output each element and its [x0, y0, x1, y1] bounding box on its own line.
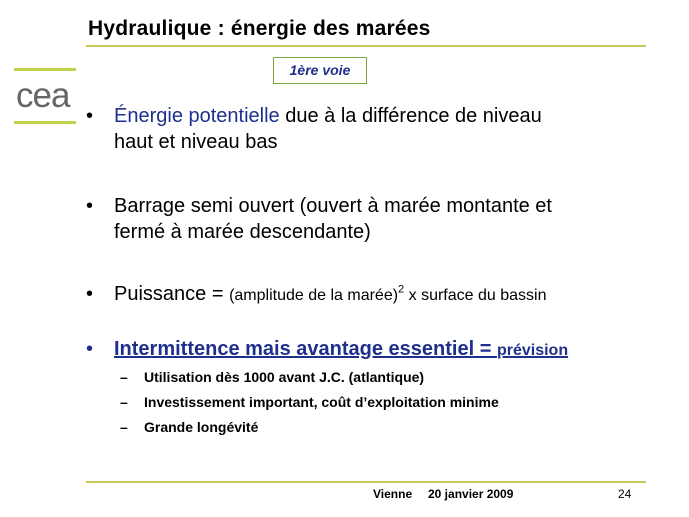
- sub-dash: –: [120, 369, 128, 385]
- bullet-text: [114, 281, 546, 309]
- footer-date: 20 janvier 2009: [428, 487, 514, 501]
- subitem-text: Utilisation dès 1000 avant J.C. (atlantique): [144, 369, 425, 385]
- bullet-tail: x surface du bassin: [404, 287, 547, 304]
- subitem-text: Investissement important, coût d’exploitation minime: [144, 394, 499, 410]
- bullet-dot: •: [86, 338, 94, 360]
- bullet-lead: Puissance =: [114, 283, 230, 305]
- logo-bar-bottom: [14, 121, 76, 124]
- bullet-text: [114, 193, 552, 245]
- bullet-lead: Énergie potentielle: [114, 105, 280, 127]
- bullet-dot: •: [86, 105, 94, 127]
- bullet-mid: (amplitude de la marée): [229, 287, 399, 304]
- bullet-line2: haut et niveau bas: [114, 131, 278, 153]
- bullet-dot: •: [86, 283, 94, 305]
- bullet-line1: Barrage semi ouvert (ouvert à marée montante et: [114, 195, 552, 217]
- bullet-tail: prévision: [496, 342, 569, 359]
- subitem-text: Grande longévité: [144, 419, 259, 435]
- sub-dash: –: [120, 394, 128, 410]
- bullet-line2: fermé à marée descendante): [114, 221, 371, 243]
- voie-tag: 1ère voie: [273, 57, 367, 84]
- logo-text: cea: [16, 76, 70, 115]
- sub-dash: –: [120, 419, 128, 435]
- bullet-sup: 2: [398, 283, 405, 296]
- footer-place: Vienne: [373, 487, 413, 501]
- footer-rule: [86, 481, 646, 483]
- cea-logo: [14, 68, 76, 128]
- bullet-lead: Intermittence mais avantage essentiel =: [114, 338, 497, 360]
- title-rule: [86, 45, 646, 47]
- bullet-text: [114, 103, 542, 155]
- bullet-rest: due à la différence de niveau: [279, 105, 542, 127]
- bullet-text: [114, 336, 568, 364]
- slide-title: Hydraulique : énergie des marées: [88, 17, 431, 40]
- page-number: 24: [618, 487, 632, 501]
- bullet-dot: •: [86, 195, 94, 217]
- logo-bar-top: [14, 68, 76, 71]
